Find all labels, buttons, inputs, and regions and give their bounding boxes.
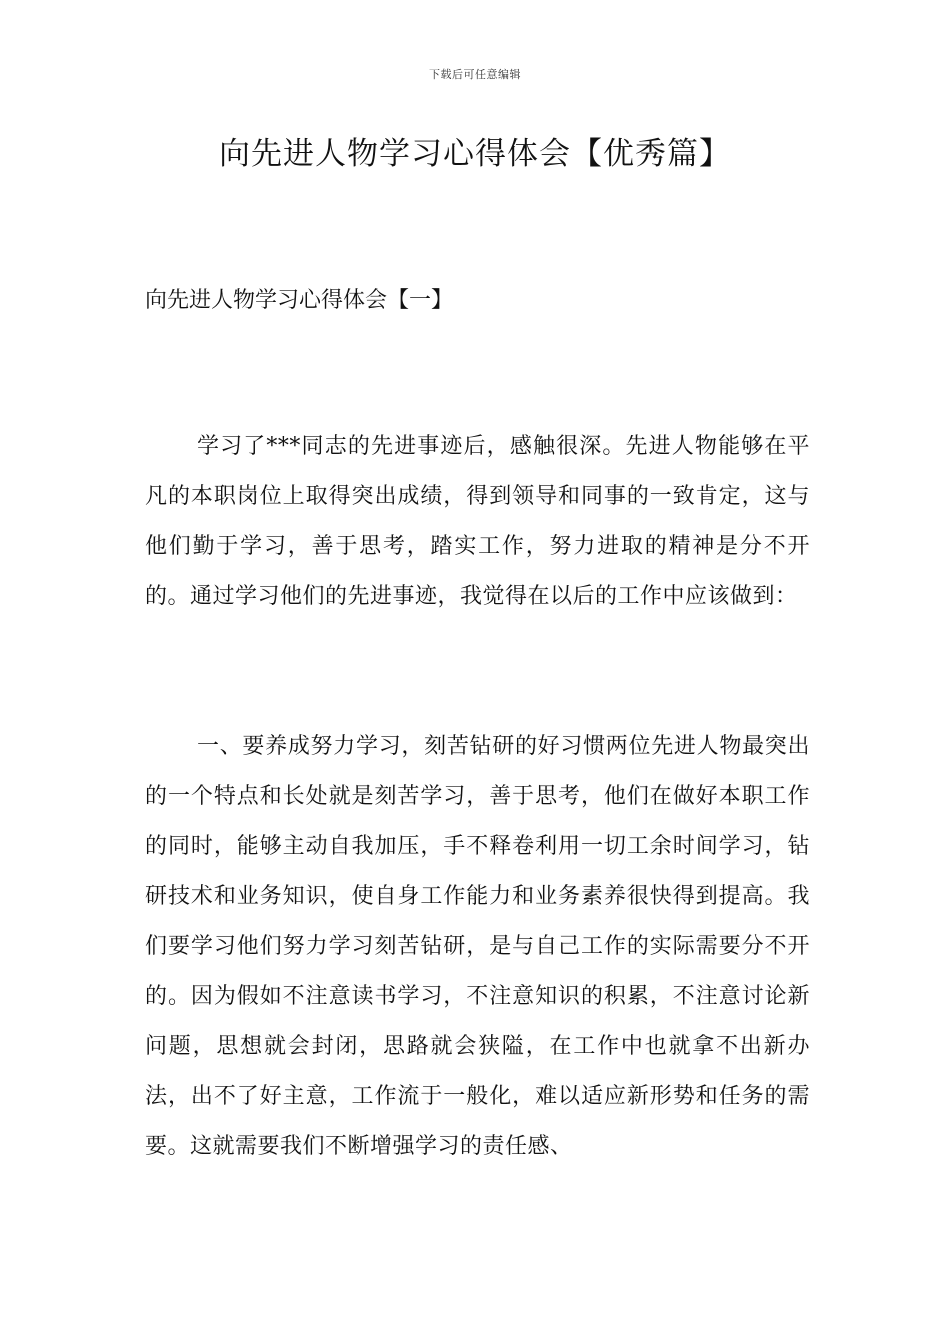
body-paragraph-1: 学习了***同志的先进事迹后，感触很深。先进人物能够在平凡的本职岗位上取得突出成绩，得到领导和同事的一致肯定，这与他们勤于学习，善于思考，踏实工作，努力进取的精神是分不开的。通过学习他们的先进事迹，我觉得在以后的工作中应该做到： bbox=[145, 434, 810, 609]
body-paragraph-2: 一、要养成努力学习，刻苦钻研的好习惯两位先进人物最突出的一个特点和长处就是刻苦学习，善于思考，他们在做好本职工作的同时，能够主动自我加压，手不释卷利用一切工余时间学习，钻研技术和业务知识，使自身工作能力和业务素养很快得到提高。我们要学习他们努力学习刻苦钻研，是与自己工作的实际需要分不开的。因为假如不注意读书学习，不注意知识的积累，不注意讨论新问题，思想就会封闭，思路就会狭隘，在工作中也就拿不出新办法，出不了好主意，工作流于一般化，难以适应新形势和任务的需要。这就需要我们不断增强学习的责任感、 bbox=[145, 734, 810, 1159]
section-title: 向先进人物学习心得体会【一】 bbox=[145, 288, 454, 313]
header-note: 下载后可任意编辑 bbox=[429, 68, 521, 81]
document-title: 向先进人物学习心得体会【优秀篇】 bbox=[219, 136, 731, 172]
